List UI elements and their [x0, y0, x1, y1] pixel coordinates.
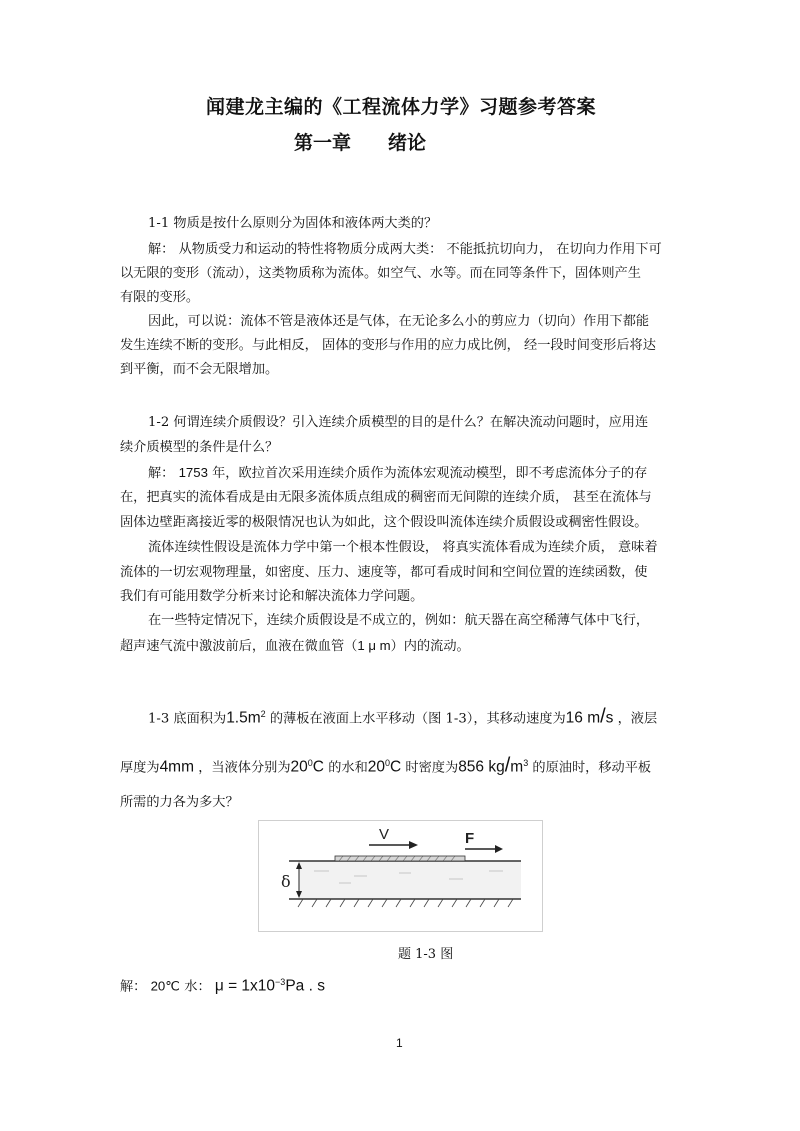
force-arrowhead — [495, 845, 503, 853]
q2-answer-prefix: 解： — [148, 466, 179, 481]
q3-density-exponent: 3 — [523, 758, 529, 768]
q2-answer-line1 — [148, 461, 647, 486]
liquid-layer — [299, 861, 521, 899]
bottom-wall-hatching — [298, 899, 513, 907]
q3-line1 — [148, 702, 657, 731]
moving-plate — [335, 856, 465, 861]
thickness-label: δ — [281, 872, 291, 891]
velocity-arrowhead — [409, 841, 418, 849]
q3-speed-slash: / — [600, 705, 606, 728]
q3-solution-exponent: −3 — [275, 977, 286, 987]
q3-temp1-value: 20 — [290, 758, 308, 776]
chapter-name: 绪论 — [388, 132, 427, 154]
q1-para2-line2: 发生连续不断的变形。与此相反， 固体的变形与作用的应力成比例， 经一段时间变形后将达 — [120, 338, 656, 353]
q3-text-e: ，当液体分别为 — [194, 760, 291, 776]
q2-para2-line3: 我们有可能用数学分析来讨论和解决流体力学问题。 — [120, 589, 424, 604]
q3-solution-temp: 20℃ — [150, 978, 181, 994]
force-label: F — [465, 830, 475, 847]
q1-para2-line3: 到平衡，而不会无限增加。 — [120, 362, 279, 377]
q2-para3-line2 — [120, 634, 470, 659]
q2-para3-line1: 在一些特定情况下，连续介质假设是不成立的，例如：航天器在高空稀薄气体中飞行， — [148, 613, 650, 628]
q2-answer-year: 1753 — [178, 465, 208, 480]
q1-answer-line2: 以无限的变形（流动），这类物质称为流体。如空气、水等。而在同等条件下，固体则产生 — [120, 266, 641, 281]
document-title: 闻建龙主编的《工程流体力学》习题参考答案 — [206, 96, 597, 118]
q3-speed-value: 16 m — [565, 709, 601, 727]
q3-solution-water: 水： — [180, 979, 215, 995]
q2-answer-line3: 固体边壁距离接近零的极限情况也认为如此，这个假设叫流体连续介质假设或稠密性假设。 — [120, 515, 648, 530]
q1-answer-line3: 有限的变形。 — [120, 290, 200, 305]
q2-para3-rest: ）内的流动。 — [390, 639, 470, 654]
chapter-number: 第一章 — [294, 132, 352, 154]
q3-area-value: 1.5m — [226, 709, 261, 727]
q3-density-slash: / — [504, 754, 511, 777]
q2-para3-unit: 1 μ m — [357, 638, 391, 653]
q3-speed-unit: s — [605, 709, 614, 727]
q2-answer-rest: 年，欧拉首次采用连续介质作为流体宏观流动模型，即不考虑流体分子的存 — [207, 466, 648, 481]
q3-temp1-degree: 0 — [307, 758, 313, 768]
q3-line2 — [120, 751, 651, 780]
q1-answer-line1: 解： 从物质受力和运动的特性将物质分成两大类： 不能抵抗切向力， 在切向力作用下可 — [148, 242, 662, 257]
q2-answer-line2: 在，把真实的流体看成是由无限多流体质点组成的稠密而无间隙的连续介质， 甚至在流体与 — [120, 490, 652, 505]
q3-solution-mu: μ = 1x10 — [214, 977, 276, 995]
q3-solution-prefix: 解： — [120, 979, 151, 995]
velocity-label: V — [379, 826, 390, 843]
q2-para2-line1: 流体连续性假设是流体力学中第一个根本性假设， 将真实流体看成为连续介质， 意味着 — [148, 540, 658, 555]
q3-area-exponent: 2 — [260, 709, 266, 719]
q3-temp2-unit: C — [390, 758, 402, 776]
q2-para3-prefix: 超声速气流中激波前后，血液在微血管（ — [120, 639, 358, 654]
q3-thickness-value: 4mm — [159, 758, 195, 776]
q3-text-b: 的薄板在液面上水平移动（图 1-3），其移动速度为 — [265, 711, 566, 727]
q3-temp2-degree: 0 — [385, 758, 391, 768]
q1-para2-line1: 因此，可以说：流体不管是液体还是气体，在无论多么小的剪应力（切向）作用下都能 — [148, 314, 650, 329]
q1-question: 1-1 物质是按什么原则分为固体和液体两大类的？ — [148, 216, 438, 231]
q3-text-a: 1-3 底面积为 — [148, 711, 227, 727]
figure-1-3 — [258, 820, 543, 932]
figure-caption: 题 1-3 图 — [398, 947, 454, 962]
q3-temp2-value: 20 — [367, 758, 386, 776]
q2-question-line2: 续介质模型的条件是什么？ — [120, 440, 279, 455]
q3-solution-unit: Pa . s — [285, 977, 325, 995]
figure-1-3-drawing — [259, 821, 542, 931]
q3-line3: 所需的力各为多大？ — [120, 795, 239, 810]
q3-solution-line — [120, 970, 325, 999]
q3-temp1-unit: C — [312, 758, 324, 776]
q3-text-d: 厚度为 — [120, 760, 160, 776]
q2-para2-line2: 流体的一切宏观物理量，如密度、压力、速度等，都可看成时间和空间位置的连续函数，使 — [120, 565, 648, 580]
q3-density-value: 856 kg — [458, 758, 505, 776]
q2-question-line1: 1-2 何谓连续介质假设？引入连续介质模型的目的是什么？在解决流动问题时，应用连 — [148, 415, 649, 430]
q3-text-f: 的水和 — [324, 760, 368, 776]
q3-density-unit: m — [510, 758, 524, 776]
q3-text-h: 的原油时，移动平板 — [528, 760, 652, 776]
page-number: 1 — [396, 1036, 403, 1050]
q3-text-g: 时密度为 — [401, 760, 459, 776]
q3-text-c: ，液层 — [613, 711, 658, 727]
